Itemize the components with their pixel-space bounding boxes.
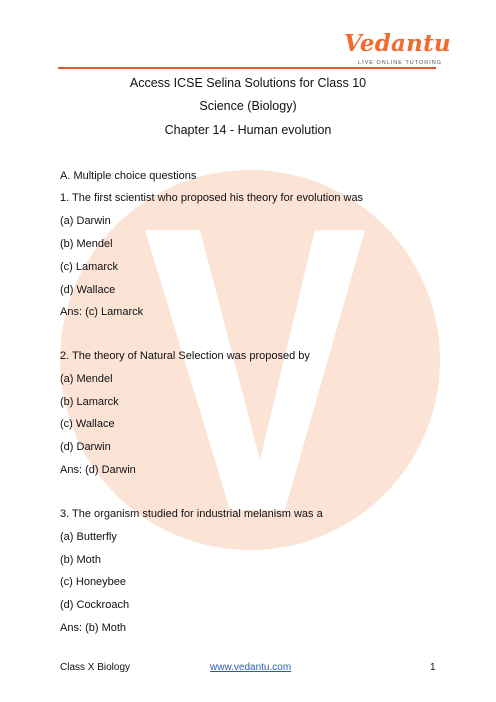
question-2: 2. The theory of Natural Selection was proposed by <box>60 350 310 362</box>
chapter-title: Chapter 14 - Human evolution <box>164 123 332 137</box>
logo-tagline: LIVE ONLINE TUTORING <box>358 60 442 66</box>
logo-wordmark: Vedantu <box>344 30 451 57</box>
q3-option-d: (d) Cockroach <box>60 599 130 611</box>
q1-option-c: (c) Lamarck <box>60 261 119 273</box>
q3-answer: Ans: (b) Moth <box>60 622 127 634</box>
question-1: 1. The first scientist who proposed his theory for evolution was <box>60 192 364 204</box>
q2-option-c: (c) Wallace <box>60 418 115 430</box>
q1-answer: Ans: (c) Lamarck <box>60 306 144 318</box>
q2-answer: Ans: (d) Darwin <box>60 464 136 476</box>
q3-option-b: (b) Moth <box>60 554 101 566</box>
question-3: 3. The organism studied for industrial melanism was a <box>60 508 323 520</box>
q3-option-a: (a) Butterfly <box>60 531 117 543</box>
page-number: 1 <box>430 662 436 673</box>
footer-website-link[interactable]: www.vedantu.com <box>210 662 292 673</box>
q3-option-c: (c) Honeybee <box>60 576 127 588</box>
q2-option-a: (a) Mendel <box>60 373 113 385</box>
q2-option-d: (d) Darwin <box>60 441 111 453</box>
section-heading: A. Multiple choice questions <box>60 170 197 182</box>
page-subtitle: Science (Biology) <box>199 99 297 113</box>
q2-option-b: (b) Lamarck <box>60 396 119 408</box>
q1-option-a: (a) Darwin <box>60 215 111 227</box>
q1-option-b: (b) Mendel <box>60 238 113 250</box>
header-divider <box>58 67 436 69</box>
q1-option-d: (d) Wallace <box>60 284 116 296</box>
footer-course-label: Class X Biology <box>60 662 131 673</box>
page-title: Access ICSE Selina Solutions for Class 10 <box>129 76 367 90</box>
